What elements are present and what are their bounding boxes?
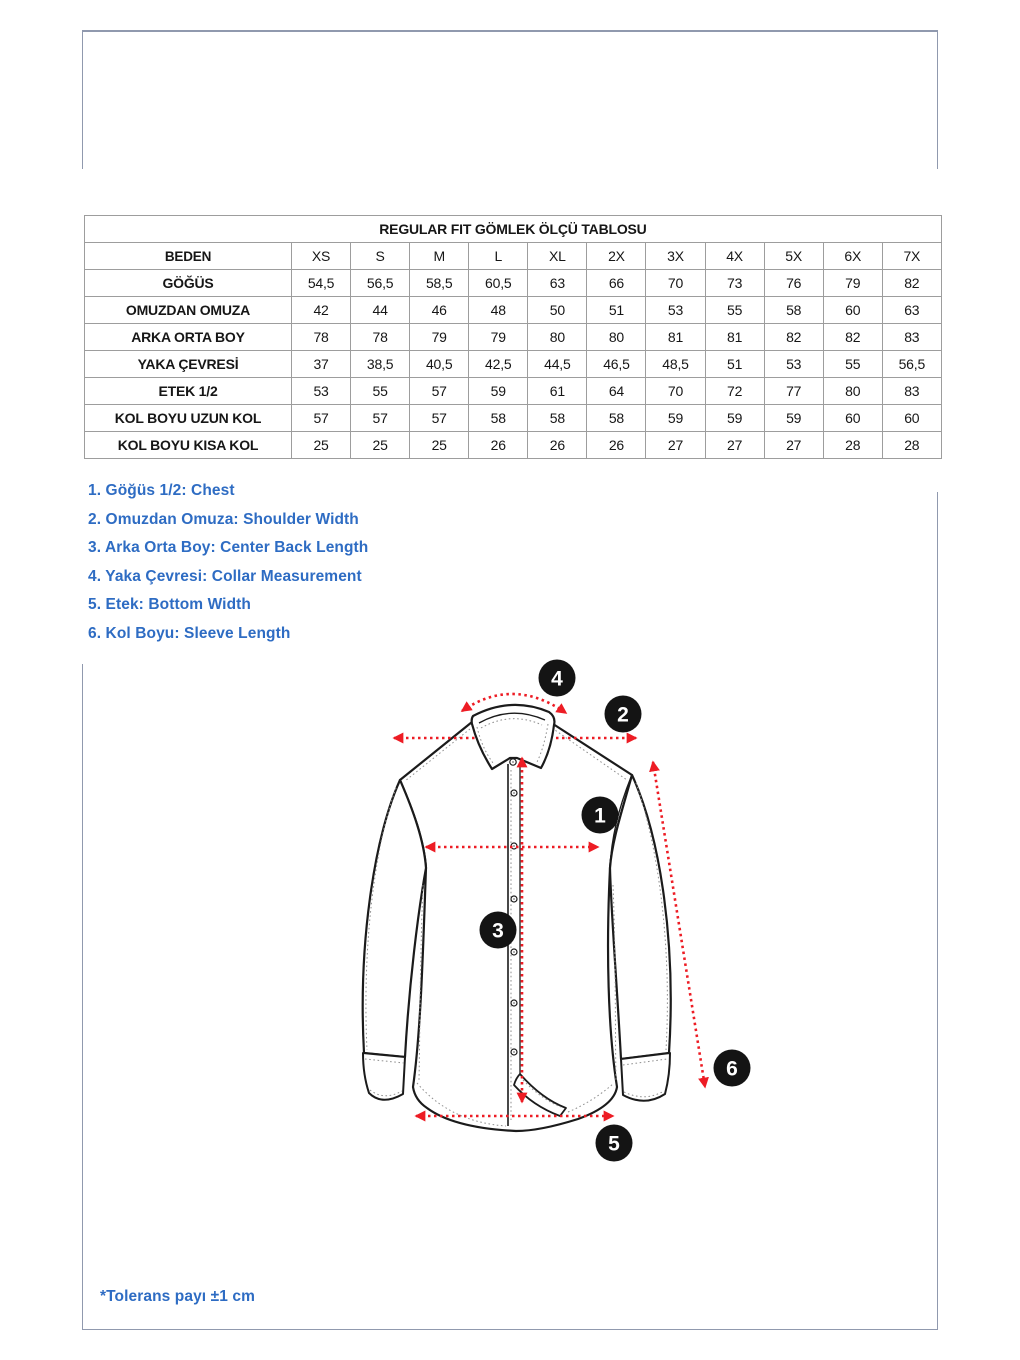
size-value-cell: 55 bbox=[705, 297, 764, 324]
row-label: KOL BOYU KISA KOL bbox=[85, 432, 292, 459]
table-header-row bbox=[85, 243, 942, 270]
legend-item: 5. Etek: Bottom Width bbox=[88, 596, 251, 614]
size-header-cell: M bbox=[410, 243, 469, 270]
size-value-cell: 37 bbox=[292, 351, 351, 378]
row-label: ARKA ORTA BOY bbox=[85, 324, 292, 351]
size-value-cell: 53 bbox=[646, 297, 705, 324]
size-value-cell: 58,5 bbox=[410, 270, 469, 297]
size-value-cell: 82 bbox=[823, 324, 882, 351]
table-row bbox=[85, 432, 942, 459]
size-value-cell: 55 bbox=[351, 378, 410, 405]
size-value-cell: 60 bbox=[823, 297, 882, 324]
size-value-cell: 70 bbox=[646, 378, 705, 405]
size-value-cell: 55 bbox=[823, 351, 882, 378]
size-value-cell: 59 bbox=[764, 405, 823, 432]
size-header-cell: 2X bbox=[587, 243, 646, 270]
size-header-cell: 7X bbox=[882, 243, 941, 270]
size-value-cell: 27 bbox=[646, 432, 705, 459]
size-value-cell: 79 bbox=[823, 270, 882, 297]
size-value-cell: 25 bbox=[351, 432, 410, 459]
legend-item: 4. Yaka Çevresi: Collar Measurement bbox=[88, 567, 362, 585]
size-value-cell: 58 bbox=[469, 405, 528, 432]
svg-text:2: 2 bbox=[617, 703, 629, 727]
size-value-cell: 44,5 bbox=[528, 351, 587, 378]
size-value-cell: 58 bbox=[764, 297, 823, 324]
size-value-cell: 46,5 bbox=[587, 351, 646, 378]
table-row bbox=[85, 297, 942, 324]
row-label: OMUZDAN OMUZA bbox=[85, 297, 292, 324]
size-value-cell: 56,5 bbox=[351, 270, 410, 297]
size-value-cell: 59 bbox=[646, 405, 705, 432]
size-value-cell: 53 bbox=[764, 351, 823, 378]
size-value-cell: 79 bbox=[469, 324, 528, 351]
badge-1 bbox=[582, 797, 619, 834]
legend-item: 2. Omuzdan Omuza: Shoulder Width bbox=[88, 510, 359, 528]
size-value-cell: 83 bbox=[882, 324, 941, 351]
badge-6 bbox=[714, 1050, 751, 1087]
size-value-cell: 51 bbox=[705, 351, 764, 378]
table-row bbox=[85, 324, 942, 351]
size-header-cell: 4X bbox=[705, 243, 764, 270]
size-value-cell: 27 bbox=[764, 432, 823, 459]
size-value-cell: 42,5 bbox=[469, 351, 528, 378]
svg-text:1: 1 bbox=[594, 804, 606, 828]
row-label: GÖĞÜS bbox=[85, 270, 292, 297]
size-table-container bbox=[84, 215, 941, 459]
diagram-box-left-border bbox=[82, 664, 83, 1329]
size-value-cell: 28 bbox=[882, 432, 941, 459]
legend-item: 1. Göğüs 1/2: Chest bbox=[88, 482, 235, 499]
size-value-cell: 57 bbox=[410, 378, 469, 405]
table-row bbox=[85, 351, 942, 378]
size-value-cell: 40,5 bbox=[410, 351, 469, 378]
size-value-cell: 70 bbox=[646, 270, 705, 297]
row-label: YAKA ÇEVRESİ bbox=[85, 351, 292, 378]
size-value-cell: 63 bbox=[528, 270, 587, 297]
size-table bbox=[84, 215, 942, 459]
size-value-cell: 81 bbox=[705, 324, 764, 351]
size-value-cell: 46 bbox=[410, 297, 469, 324]
table-title: REGULAR FIT GÖMLEK ÖLÇÜ TABLOSU bbox=[85, 216, 942, 243]
row-label: KOL BOYU UZUN KOL bbox=[85, 405, 292, 432]
size-value-cell: 76 bbox=[764, 270, 823, 297]
size-value-cell: 25 bbox=[410, 432, 469, 459]
svg-text:4: 4 bbox=[551, 667, 563, 691]
badge-5 bbox=[596, 1125, 633, 1162]
size-value-cell: 51 bbox=[587, 297, 646, 324]
table-row bbox=[85, 378, 942, 405]
size-value-cell: 28 bbox=[823, 432, 882, 459]
shirt-measurement-diagram bbox=[330, 650, 780, 1190]
size-header-cell: XL bbox=[528, 243, 587, 270]
size-value-cell: 81 bbox=[646, 324, 705, 351]
legend-item: 3. Arka Orta Boy: Center Back Length bbox=[88, 539, 369, 557]
size-value-cell: 59 bbox=[705, 405, 764, 432]
size-value-cell: 26 bbox=[587, 432, 646, 459]
size-value-cell: 57 bbox=[292, 405, 351, 432]
size-value-cell: 66 bbox=[587, 270, 646, 297]
size-value-cell: 72 bbox=[705, 378, 764, 405]
size-header-cell: 3X bbox=[646, 243, 705, 270]
size-value-cell: 26 bbox=[528, 432, 587, 459]
svg-text:5: 5 bbox=[608, 1132, 620, 1156]
size-value-cell: 27 bbox=[705, 432, 764, 459]
size-value-cell: 79 bbox=[410, 324, 469, 351]
size-header-cell: S bbox=[351, 243, 410, 270]
size-value-cell: 54,5 bbox=[292, 270, 351, 297]
size-value-cell: 26 bbox=[469, 432, 528, 459]
svg-text:6: 6 bbox=[726, 1057, 738, 1081]
size-value-cell: 50 bbox=[528, 297, 587, 324]
row-label: ETEK 1/2 bbox=[85, 378, 292, 405]
size-value-cell: 48 bbox=[469, 297, 528, 324]
size-value-cell: 25 bbox=[292, 432, 351, 459]
size-value-cell: 60 bbox=[882, 405, 941, 432]
size-value-cell: 57 bbox=[351, 405, 410, 432]
table-row bbox=[85, 405, 942, 432]
size-value-cell: 38,5 bbox=[351, 351, 410, 378]
size-value-cell: 78 bbox=[351, 324, 410, 351]
tolerance-footnote: *Tolerans payı ±1 cm bbox=[100, 1288, 255, 1305]
table-title-row bbox=[85, 216, 942, 243]
size-header-cell: 5X bbox=[764, 243, 823, 270]
size-value-cell: 58 bbox=[587, 405, 646, 432]
size-header-cell: L bbox=[469, 243, 528, 270]
table-row bbox=[85, 270, 942, 297]
size-value-cell: 80 bbox=[528, 324, 587, 351]
header-label: BEDEN bbox=[85, 243, 292, 270]
size-value-cell: 64 bbox=[587, 378, 646, 405]
size-value-cell: 63 bbox=[882, 297, 941, 324]
size-value-cell: 44 bbox=[351, 297, 410, 324]
badge-2 bbox=[605, 696, 642, 733]
legend-item: 6. Kol Boyu: Sleeve Length bbox=[88, 624, 291, 642]
size-value-cell: 80 bbox=[587, 324, 646, 351]
size-value-cell: 80 bbox=[823, 378, 882, 405]
size-value-cell: 60 bbox=[823, 405, 882, 432]
size-value-cell: 56,5 bbox=[882, 351, 941, 378]
size-header-cell: 6X bbox=[823, 243, 882, 270]
size-value-cell: 42 bbox=[292, 297, 351, 324]
badge-4 bbox=[539, 660, 576, 697]
shirt-outline bbox=[363, 722, 671, 1131]
size-value-cell: 59 bbox=[469, 378, 528, 405]
top-preview-box bbox=[82, 30, 938, 169]
size-table-body bbox=[85, 270, 942, 459]
size-value-cell: 60,5 bbox=[469, 270, 528, 297]
size-value-cell: 48,5 bbox=[646, 351, 705, 378]
badge-3 bbox=[480, 912, 517, 949]
size-header-cell: XS bbox=[292, 243, 351, 270]
svg-text:3: 3 bbox=[492, 919, 504, 943]
size-value-cell: 73 bbox=[705, 270, 764, 297]
size-value-cell: 58 bbox=[528, 405, 587, 432]
size-value-cell: 61 bbox=[528, 378, 587, 405]
size-value-cell: 77 bbox=[764, 378, 823, 405]
size-value-cell: 78 bbox=[292, 324, 351, 351]
size-value-cell: 83 bbox=[882, 378, 941, 405]
size-value-cell: 82 bbox=[882, 270, 941, 297]
size-value-cell: 57 bbox=[410, 405, 469, 432]
size-value-cell: 82 bbox=[764, 324, 823, 351]
size-value-cell: 53 bbox=[292, 378, 351, 405]
